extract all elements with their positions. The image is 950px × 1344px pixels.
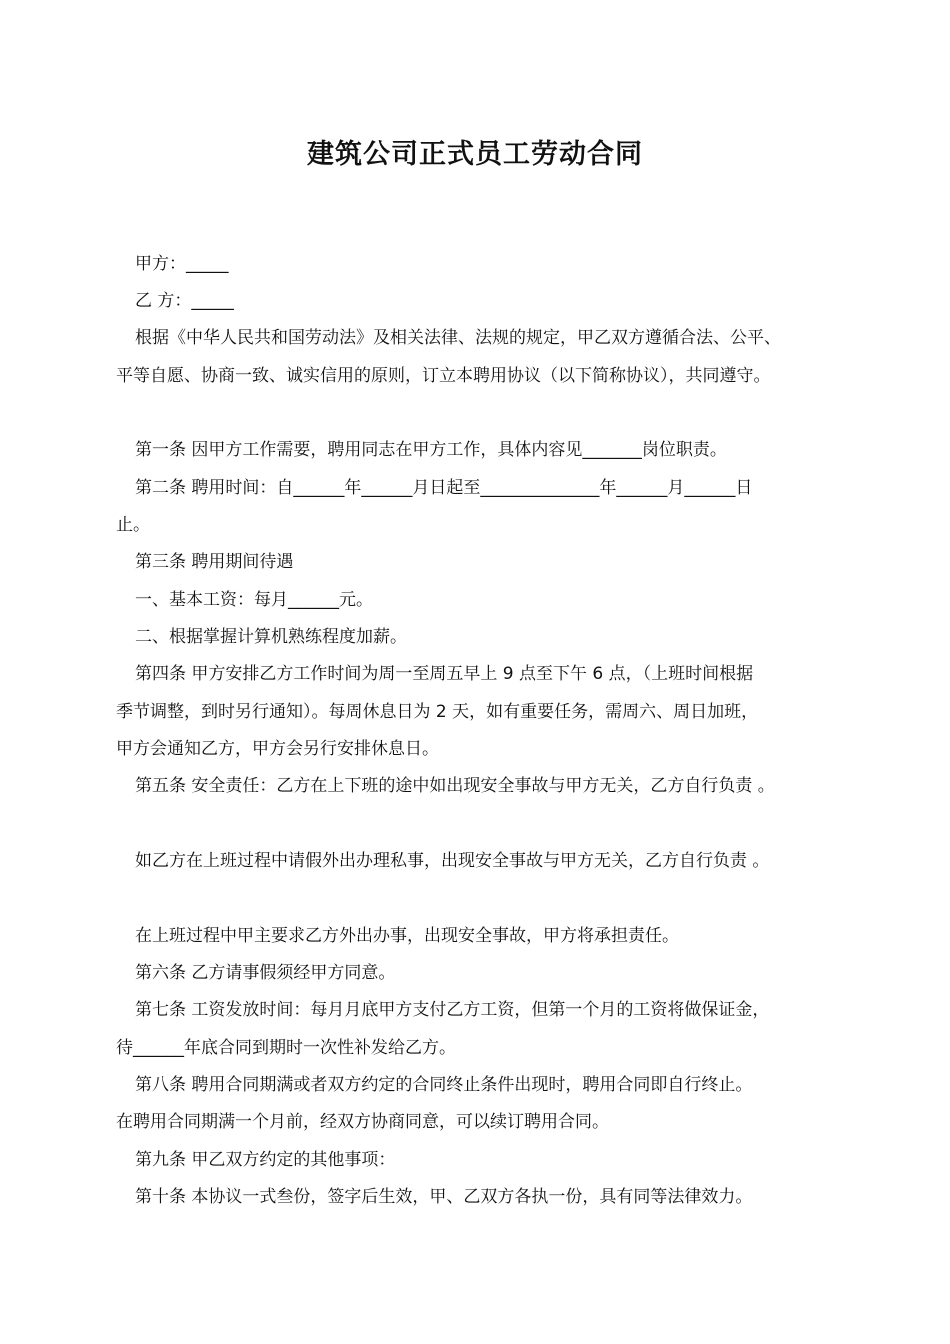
article-10: 第十条 本协议一式叁份，签字后生效，甲、乙双方各执一份，具有同等法律效力。 (135, 1187, 753, 1207)
article-2-line-1: 第二条 聘用时间：自______年______月日起至______________年______月______日 (135, 478, 753, 498)
preamble-line-2: 平等自愿、协商一致、诚实信用的原则，订立本聘用协议（以下简称协议），共同遵守。 (116, 366, 771, 386)
document-title: 建筑公司正式员工劳动合同 (307, 139, 643, 170)
article-4-line-3: 甲方会通知乙方，甲方会另行安排休息日。 (116, 739, 439, 759)
party-b-line: 乙 方：_____ (135, 291, 234, 311)
preamble-line-1: 根据《中华人民共和国劳动法》及相关法律、法规的规定，甲乙双方遵循合法、公平、 (135, 328, 781, 348)
article-7-line-2: 待______年底合同到期时一次性补发给乙方。 (116, 1038, 456, 1058)
article-3-item-2: 二、根据掌握计算机熟练程度加薪。 (135, 627, 407, 647)
article-8-line-2: 在聘用合同期满一个月前，经双方协商同意，可以续订聘用合同。 (116, 1112, 609, 1132)
article-5-line-3: 在上班过程中甲主要求乙方外出办事，出现安全事故，甲方将承担责任。 (135, 926, 679, 946)
article-9: 第九条 甲乙双方约定的其他事项： (135, 1150, 396, 1170)
article-6: 第六条 乙方请事假须经甲方同意。 (135, 963, 396, 983)
article-3-item-1: 一、基本工资：每月______元。 (135, 590, 373, 610)
party-a-line: 甲方：_____ (135, 254, 229, 274)
article-8-line-1: 第八条 聘用合同期满或者双方约定的合同终止条件出现时，聘用合同即自行终止。 (135, 1075, 753, 1095)
article-5-line-2: 如乙方在上班过程中请假外出办理私事，出现安全事故与甲方无关，乙方自行负责 。 (135, 851, 770, 871)
article-2-line-2: 止。 (116, 515, 150, 535)
article-1: 第一条 因甲方工作需要，聘用同志在甲方工作，具体内容见_______岗位职责。 (135, 440, 727, 460)
article-4-line-1: 第四条 甲方安排乙方工作时间为周一至周五早上 9 点至下午 6 点，（上班时间根据 (135, 664, 754, 684)
article-5-line-1: 第五条 安全责任：乙方在上下班的途中如出现安全事故与甲方无关，乙方自行负责 。 (135, 776, 775, 796)
article-4-line-2: 季节调整，到时另行通知）。每周休息日为 2 天，如有重要任务，需周六、周日加班， (116, 702, 759, 722)
article-3: 第三条 聘用期间待遇 (135, 552, 294, 572)
article-7-line-1: 第七条 工资发放时间：每月月底甲方支付乙方工资，但第一个月的工资将做保证金， (135, 1000, 770, 1020)
